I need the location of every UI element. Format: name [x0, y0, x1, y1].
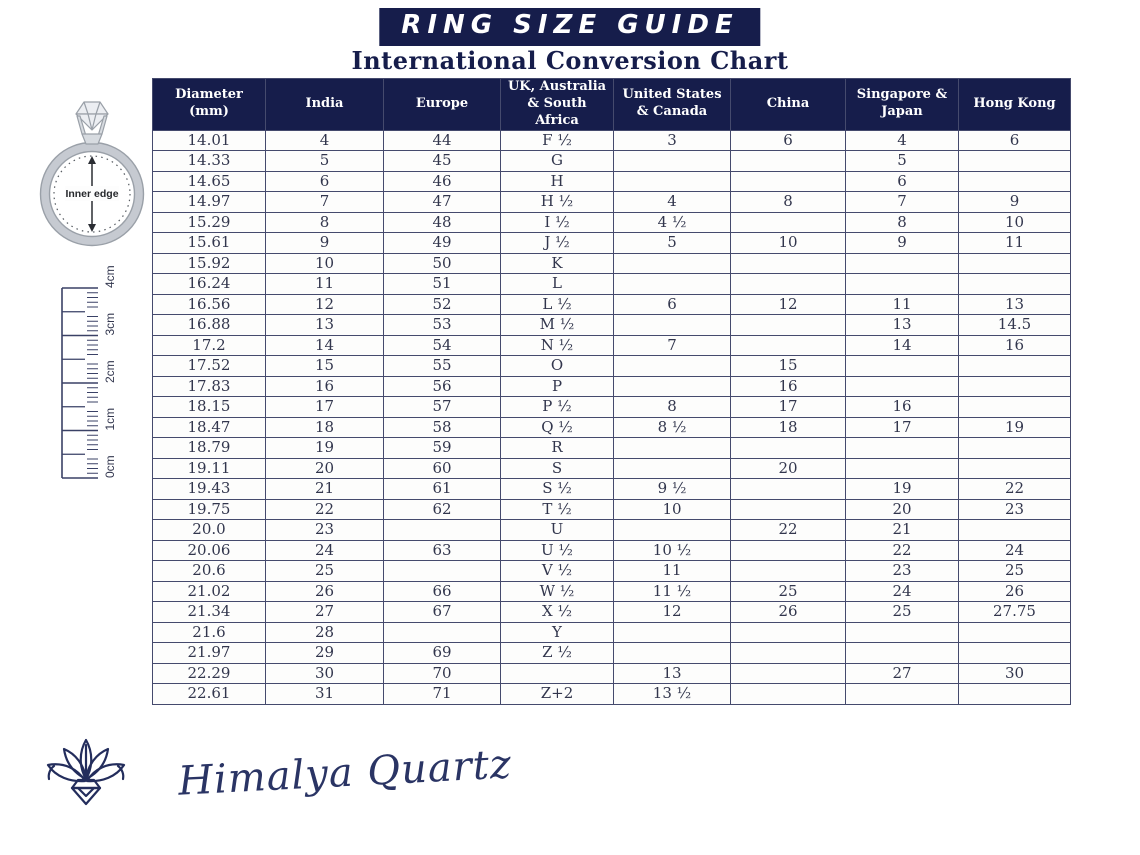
- table-cell: 52: [384, 294, 501, 315]
- table-cell: 20.06: [153, 540, 266, 561]
- table-cell: 21.02: [153, 581, 266, 602]
- conversion-table: [152, 78, 1071, 705]
- inner-edge-label: Inner edge: [65, 188, 119, 200]
- ruler-svg: [52, 265, 142, 490]
- table-cell: 7: [614, 335, 731, 356]
- table-cell: [846, 622, 959, 643]
- table-cell: 6: [731, 130, 846, 151]
- table-cell: [614, 438, 731, 459]
- column-header: India: [266, 79, 384, 131]
- table-cell: [384, 561, 501, 582]
- table-cell: 5: [846, 151, 959, 172]
- table-cell: 24: [959, 540, 1071, 561]
- column-header: United States & Canada: [614, 79, 731, 131]
- table-cell: 7: [846, 192, 959, 213]
- table-cell: [731, 335, 846, 356]
- table-cell: [731, 643, 846, 664]
- table-cell: 12: [266, 294, 384, 315]
- table-row: [153, 376, 1071, 397]
- table-cell: 22.61: [153, 684, 266, 705]
- table-cell: 59: [384, 438, 501, 459]
- table-cell: 14: [846, 335, 959, 356]
- table-cell: [959, 397, 1071, 418]
- table-cell: 9: [959, 192, 1071, 213]
- table-cell: 14.33: [153, 151, 266, 172]
- table-cell: 12: [731, 294, 846, 315]
- table-cell: 8: [731, 192, 846, 213]
- table-cell: 16.88: [153, 315, 266, 336]
- table-cell: 16: [959, 335, 1071, 356]
- table-cell: [959, 520, 1071, 541]
- table-cell: 46: [384, 171, 501, 192]
- table-row: [153, 602, 1071, 623]
- table-cell: 27.75: [959, 602, 1071, 623]
- table-row: [153, 622, 1071, 643]
- table-row: [153, 684, 1071, 705]
- table-cell: X ½: [501, 602, 614, 623]
- table-cell: [959, 151, 1071, 172]
- table-cell: 17: [846, 417, 959, 438]
- table-cell: Q ½: [501, 417, 614, 438]
- table-cell: [731, 622, 846, 643]
- table-cell: [731, 315, 846, 336]
- table-cell: 18: [731, 417, 846, 438]
- table-row: [153, 212, 1071, 233]
- table-cell: 23: [846, 561, 959, 582]
- table-cell: 8: [614, 397, 731, 418]
- table-cell: Z ½: [501, 643, 614, 664]
- table-cell: [959, 253, 1071, 274]
- table-cell: U: [501, 520, 614, 541]
- table-cell: [731, 171, 846, 192]
- table-cell: 10 ½: [614, 540, 731, 561]
- ruler-label: 4cm: [103, 265, 117, 288]
- table-cell: 57: [384, 397, 501, 418]
- table-row: [153, 458, 1071, 479]
- table-cell: 18.47: [153, 417, 266, 438]
- table-cell: [731, 438, 846, 459]
- brand-signature: Himalya Quartz: [176, 741, 514, 805]
- table-cell: 9 ½: [614, 479, 731, 500]
- table-cell: 26: [731, 602, 846, 623]
- table-cell: 13 ½: [614, 684, 731, 705]
- table-cell: 11: [266, 274, 384, 295]
- column-header: Hong Kong: [959, 79, 1071, 131]
- table-cell: [731, 212, 846, 233]
- table-cell: 8: [846, 212, 959, 233]
- table-cell: F ½: [501, 130, 614, 151]
- table-row: [153, 479, 1071, 500]
- table-cell: [614, 520, 731, 541]
- table-cell: V ½: [501, 561, 614, 582]
- table-cell: 19.43: [153, 479, 266, 500]
- table-cell: 15.61: [153, 233, 266, 254]
- table-row: [153, 663, 1071, 684]
- table-cell: 5: [266, 151, 384, 172]
- table-cell: 10: [959, 212, 1071, 233]
- table-cell: 8: [266, 212, 384, 233]
- table-cell: 58: [384, 417, 501, 438]
- table-cell: H: [501, 171, 614, 192]
- table-cell: 7: [266, 192, 384, 213]
- table-cell: [614, 356, 731, 377]
- table-cell: [959, 376, 1071, 397]
- table-cell: 23: [266, 520, 384, 541]
- table-cell: 22: [959, 479, 1071, 500]
- ruler-label: 0cm: [103, 455, 117, 478]
- column-header: Singapore & Japan: [846, 79, 959, 131]
- table-cell: 17: [731, 397, 846, 418]
- table-row: [153, 356, 1071, 377]
- table-cell: I ½: [501, 212, 614, 233]
- table-cell: 21: [266, 479, 384, 500]
- table-cell: U ½: [501, 540, 614, 561]
- table-cell: 22: [846, 540, 959, 561]
- table-cell: 56: [384, 376, 501, 397]
- table-row: [153, 274, 1071, 295]
- table-cell: 49: [384, 233, 501, 254]
- table-cell: [959, 684, 1071, 705]
- table-cell: 16.24: [153, 274, 266, 295]
- table-cell: 20: [266, 458, 384, 479]
- table-cell: 60: [384, 458, 501, 479]
- table-cell: [731, 663, 846, 684]
- table-cell: 13: [846, 315, 959, 336]
- column-header: UK, Australia & South Africa: [501, 79, 614, 131]
- table-cell: Y: [501, 622, 614, 643]
- table-cell: [731, 684, 846, 705]
- table-cell: N ½: [501, 335, 614, 356]
- table-cell: [731, 540, 846, 561]
- table-cell: [614, 171, 731, 192]
- table-row: [153, 499, 1071, 520]
- table-cell: P: [501, 376, 614, 397]
- table-cell: L ½: [501, 294, 614, 315]
- ring-inner-edge-diagram: [30, 90, 155, 254]
- table-cell: [384, 622, 501, 643]
- table-row: [153, 171, 1071, 192]
- table-cell: 13: [614, 663, 731, 684]
- table-cell: 9: [846, 233, 959, 254]
- table-cell: 14.97: [153, 192, 266, 213]
- table-cell: [384, 520, 501, 541]
- lotus-diamond-logo-icon: [40, 736, 132, 820]
- table-cell: 19: [846, 479, 959, 500]
- table-cell: 47: [384, 192, 501, 213]
- table-cell: 20.0: [153, 520, 266, 541]
- table-cell: 15.92: [153, 253, 266, 274]
- table-cell: [614, 376, 731, 397]
- table-cell: 51: [384, 274, 501, 295]
- table-cell: [959, 438, 1071, 459]
- table-cell: [614, 151, 731, 172]
- table-cell: [846, 274, 959, 295]
- table-cell: 50: [384, 253, 501, 274]
- table-cell: 10: [614, 499, 731, 520]
- table-cell: 14.65: [153, 171, 266, 192]
- table-cell: 61: [384, 479, 501, 500]
- table-cell: [731, 499, 846, 520]
- table-cell: 11: [846, 294, 959, 315]
- table-cell: [614, 274, 731, 295]
- table-row: [153, 253, 1071, 274]
- table-cell: J ½: [501, 233, 614, 254]
- ruler-label: 3cm: [103, 312, 117, 336]
- ruler-label: 2cm: [103, 360, 117, 383]
- table-cell: G: [501, 151, 614, 172]
- table-cell: 45: [384, 151, 501, 172]
- ruler-label: 1cm: [103, 407, 117, 431]
- table-cell: 25: [731, 581, 846, 602]
- table-cell: 71: [384, 684, 501, 705]
- table-cell: 6: [266, 171, 384, 192]
- table-cell: 16: [846, 397, 959, 418]
- table-cell: O: [501, 356, 614, 377]
- table-cell: 27: [846, 663, 959, 684]
- table-cell: 14.01: [153, 130, 266, 151]
- table-cell: 21: [846, 520, 959, 541]
- table-cell: 16: [266, 376, 384, 397]
- table-cell: S: [501, 458, 614, 479]
- table-cell: 8 ½: [614, 417, 731, 438]
- table-cell: [731, 274, 846, 295]
- table-cell: [959, 274, 1071, 295]
- table-cell: [614, 315, 731, 336]
- table-cell: 26: [959, 581, 1071, 602]
- table-cell: [846, 253, 959, 274]
- table-cell: 4: [266, 130, 384, 151]
- table-cell: [846, 684, 959, 705]
- table-cell: 22.29: [153, 663, 266, 684]
- conversion-table-body: [153, 130, 1071, 704]
- table-cell: 11 ½: [614, 581, 731, 602]
- table-row: [153, 397, 1071, 418]
- table-row: [153, 335, 1071, 356]
- table-cell: 5: [614, 233, 731, 254]
- table-cell: 13: [959, 294, 1071, 315]
- table-cell: 66: [384, 581, 501, 602]
- table-cell: 30: [266, 663, 384, 684]
- table-cell: [614, 643, 731, 664]
- table-cell: 14.5: [959, 315, 1071, 336]
- table-cell: [614, 253, 731, 274]
- table-cell: [846, 376, 959, 397]
- table-cell: [731, 151, 846, 172]
- lotus-diamond-logo: [40, 736, 132, 824]
- table-cell: W ½: [501, 581, 614, 602]
- page-title-banner: RING SIZE GUIDE: [379, 8, 760, 46]
- ring-illustration-icon: [30, 90, 155, 250]
- table-cell: [846, 438, 959, 459]
- table-cell: [501, 663, 614, 684]
- table-cell: [959, 356, 1071, 377]
- table-cell: 28: [266, 622, 384, 643]
- table-cell: 63: [384, 540, 501, 561]
- table-row: [153, 130, 1071, 151]
- table-cell: 23: [959, 499, 1071, 520]
- table-cell: 62: [384, 499, 501, 520]
- column-header: Diameter (mm): [153, 79, 266, 131]
- table-cell: 26: [266, 581, 384, 602]
- table-row: [153, 540, 1071, 561]
- table-row: [153, 417, 1071, 438]
- table-cell: 24: [846, 581, 959, 602]
- table-cell: 44: [384, 130, 501, 151]
- table-cell: 55: [384, 356, 501, 377]
- table-cell: 19.75: [153, 499, 266, 520]
- table-cell: 69: [384, 643, 501, 664]
- table-cell: 31: [266, 684, 384, 705]
- table-cell: 14: [266, 335, 384, 356]
- table-row: [153, 520, 1071, 541]
- table-row: [153, 438, 1071, 459]
- table-cell: 10: [731, 233, 846, 254]
- table-cell: 20: [731, 458, 846, 479]
- table-cell: Z+2: [501, 684, 614, 705]
- table-cell: 11: [614, 561, 731, 582]
- table-cell: 16.56: [153, 294, 266, 315]
- table-cell: 6: [846, 171, 959, 192]
- table-cell: 18: [266, 417, 384, 438]
- table-cell: 25: [266, 561, 384, 582]
- table-cell: 20.6: [153, 561, 266, 582]
- table-cell: 19: [959, 417, 1071, 438]
- table-cell: 9: [266, 233, 384, 254]
- table-cell: K: [501, 253, 614, 274]
- table-cell: [959, 643, 1071, 664]
- table-cell: [959, 458, 1071, 479]
- table-cell: 10: [266, 253, 384, 274]
- table-cell: [846, 458, 959, 479]
- table-cell: 4: [614, 192, 731, 213]
- table-cell: 17.52: [153, 356, 266, 377]
- table-cell: 20: [846, 499, 959, 520]
- table-cell: 24: [266, 540, 384, 561]
- table-row: [153, 315, 1071, 336]
- table-cell: [614, 458, 731, 479]
- table-cell: [846, 643, 959, 664]
- table-cell: 6: [614, 294, 731, 315]
- table-cell: T ½: [501, 499, 614, 520]
- table-cell: [959, 622, 1071, 643]
- table-cell: 48: [384, 212, 501, 233]
- table-cell: 18.15: [153, 397, 266, 418]
- table-row: [153, 151, 1071, 172]
- table-cell: 27: [266, 602, 384, 623]
- table-cell: 29: [266, 643, 384, 664]
- table-cell: M ½: [501, 315, 614, 336]
- table-cell: 25: [846, 602, 959, 623]
- column-header: Europe: [384, 79, 501, 131]
- table-cell: 19.11: [153, 458, 266, 479]
- table-cell: 70: [384, 663, 501, 684]
- table-cell: S ½: [501, 479, 614, 500]
- page-subtitle: International Conversion Chart: [351, 46, 789, 75]
- table-cell: P ½: [501, 397, 614, 418]
- table-cell: [614, 622, 731, 643]
- table-cell: 13: [266, 315, 384, 336]
- table-cell: 4 ½: [614, 212, 731, 233]
- table-cell: 16: [731, 376, 846, 397]
- table-cell: 11: [959, 233, 1071, 254]
- table-row: [153, 233, 1071, 254]
- table-cell: [731, 479, 846, 500]
- table-cell: [959, 171, 1071, 192]
- table-cell: R: [501, 438, 614, 459]
- table-cell: 21.34: [153, 602, 266, 623]
- table-cell: [731, 561, 846, 582]
- table-cell: 17.83: [153, 376, 266, 397]
- table-row: [153, 294, 1071, 315]
- table-cell: 17.2: [153, 335, 266, 356]
- table-row: [153, 192, 1071, 213]
- table-cell: 67: [384, 602, 501, 623]
- column-header: China: [731, 79, 846, 131]
- table-header-row: [153, 79, 1071, 131]
- table-row: [153, 561, 1071, 582]
- table-cell: [731, 253, 846, 274]
- table-cell: 12: [614, 602, 731, 623]
- table-cell: 22: [266, 499, 384, 520]
- table-cell: 21.6: [153, 622, 266, 643]
- table-cell: L: [501, 274, 614, 295]
- table-cell: 15.29: [153, 212, 266, 233]
- table-cell: 15: [731, 356, 846, 377]
- table-cell: 17: [266, 397, 384, 418]
- table-cell: 25: [959, 561, 1071, 582]
- table-cell: 4: [846, 130, 959, 151]
- table-cell: 53: [384, 315, 501, 336]
- table-row: [153, 581, 1071, 602]
- cm-ruler: [52, 265, 142, 494]
- table-cell: 15: [266, 356, 384, 377]
- table-cell: 54: [384, 335, 501, 356]
- table-cell: 22: [731, 520, 846, 541]
- table-cell: 6: [959, 130, 1071, 151]
- table-cell: 21.97: [153, 643, 266, 664]
- table-row: [153, 643, 1071, 664]
- table-cell: 3: [614, 130, 731, 151]
- table-cell: [846, 356, 959, 377]
- table-cell: 19: [266, 438, 384, 459]
- table-cell: H ½: [501, 192, 614, 213]
- table-cell: 18.79: [153, 438, 266, 459]
- table-cell: 30: [959, 663, 1071, 684]
